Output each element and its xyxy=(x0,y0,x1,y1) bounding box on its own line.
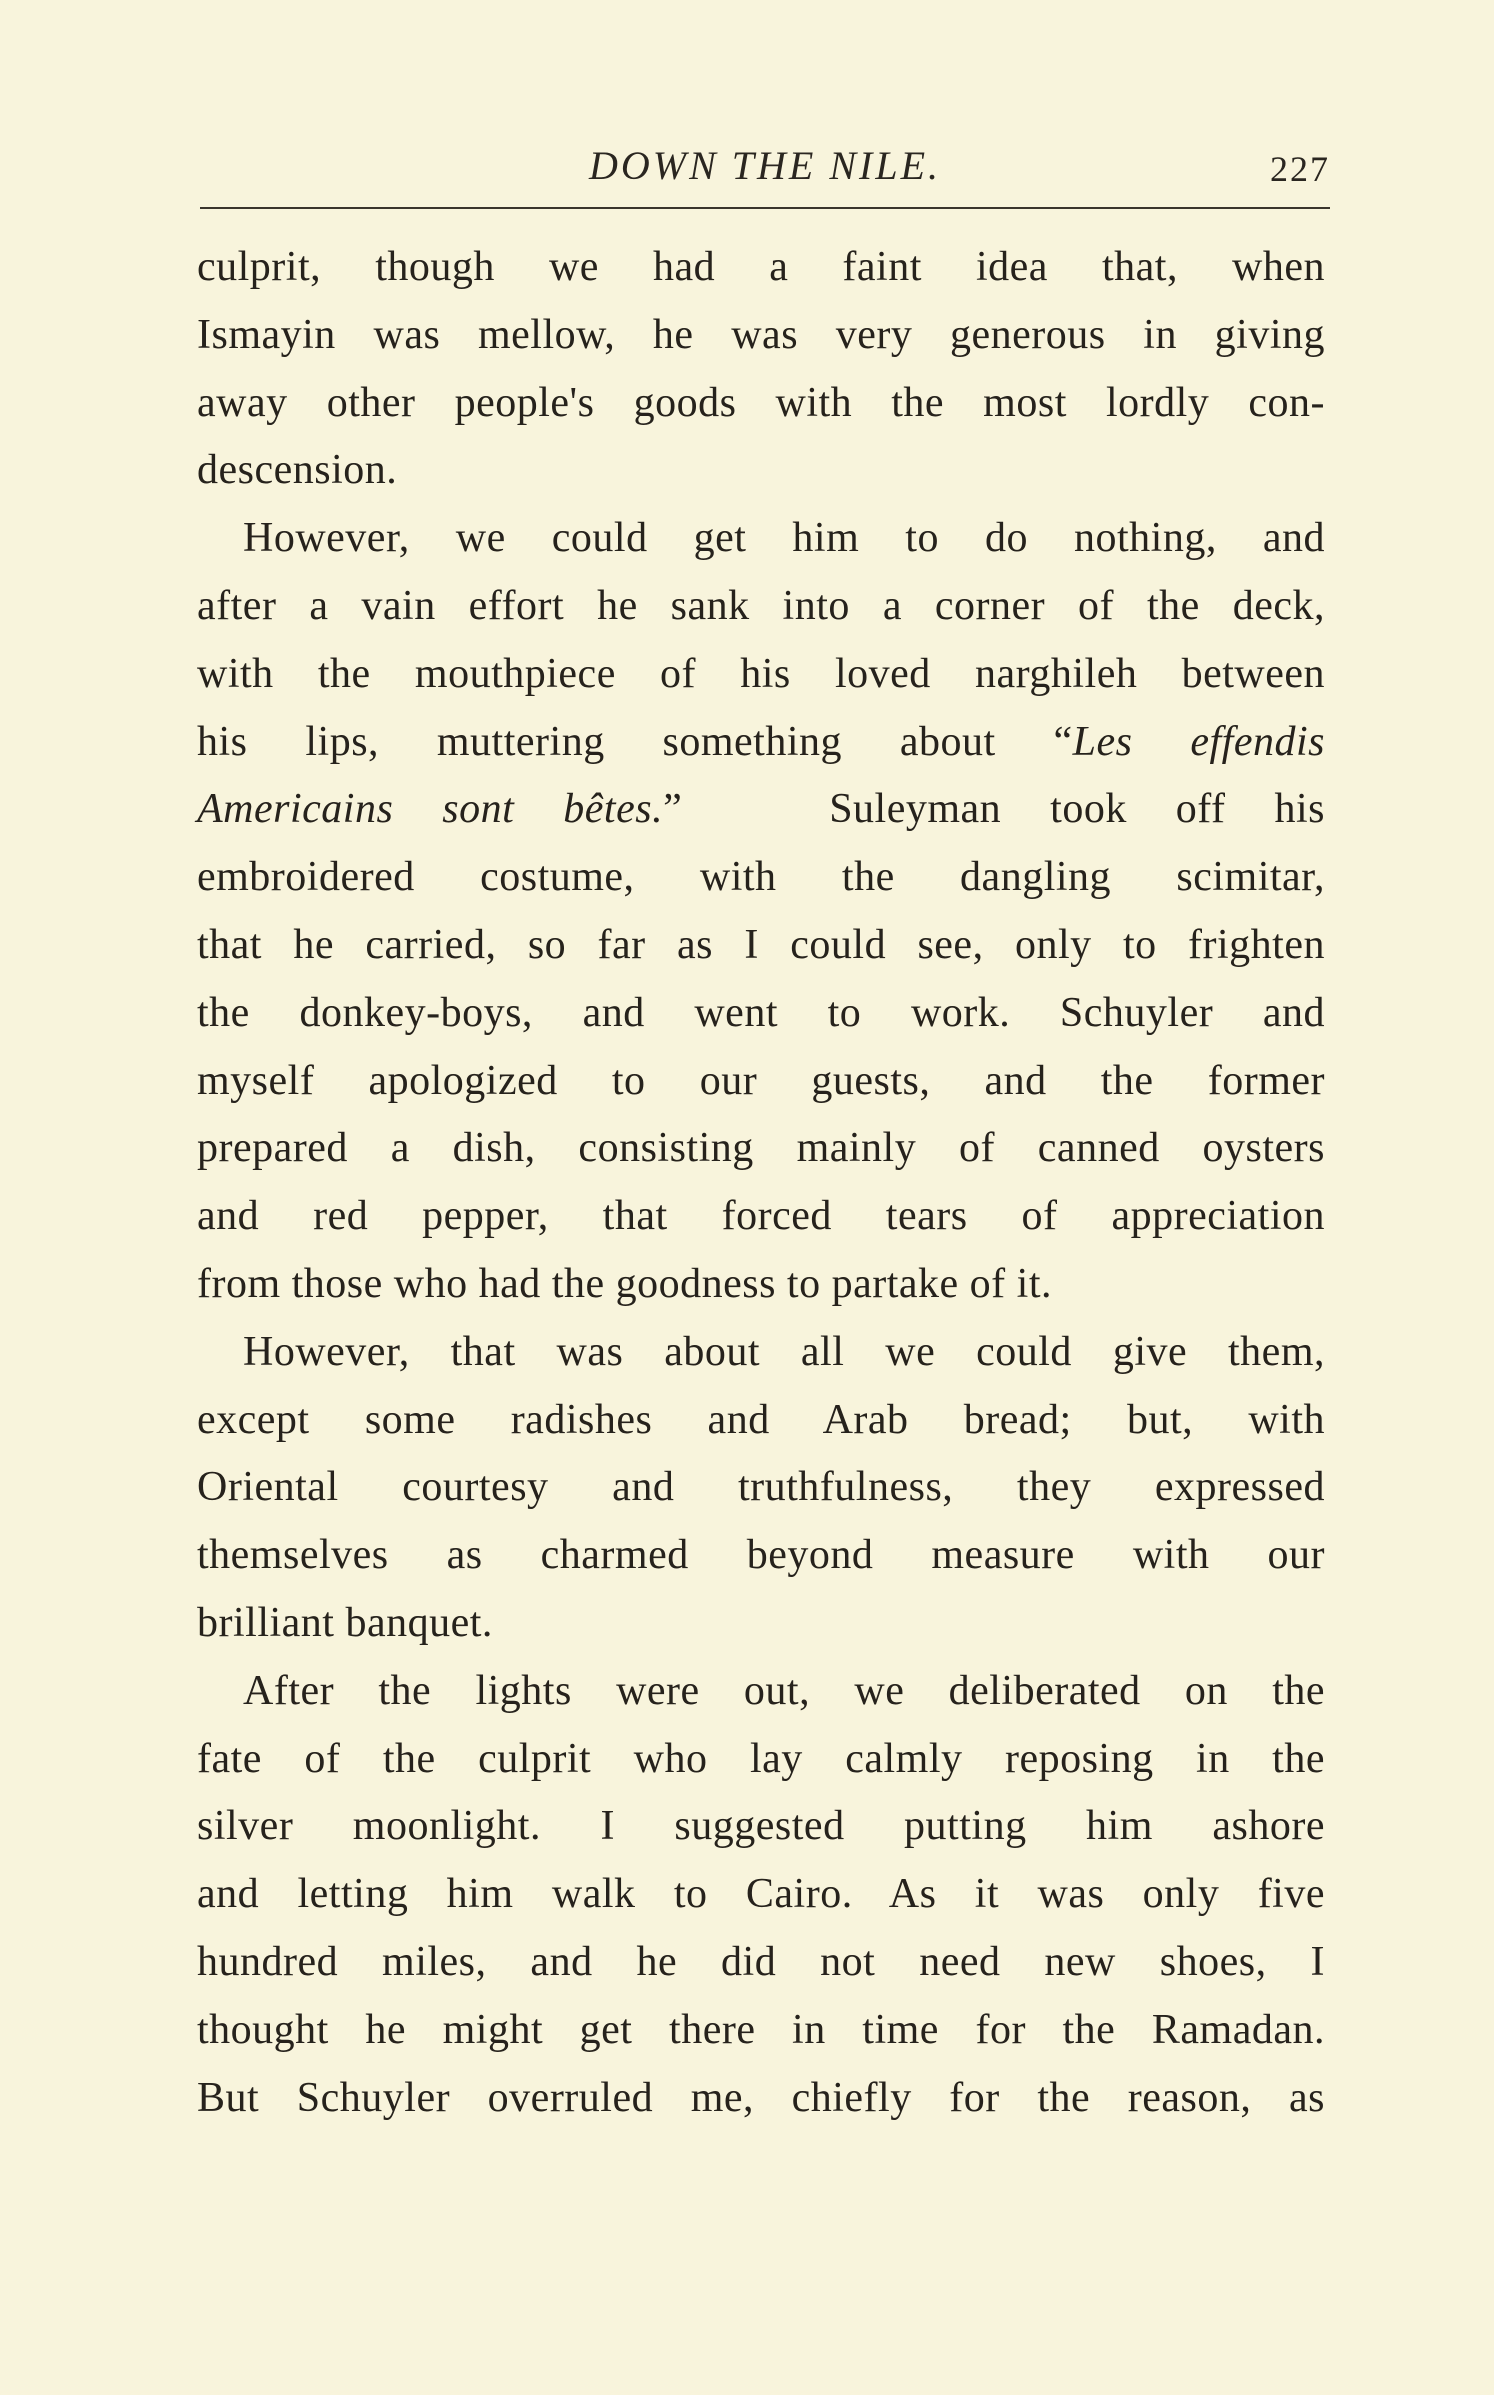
running-title: DOWN THE NILE. xyxy=(588,143,942,188)
italic-quote: Les effendis xyxy=(1072,718,1325,765)
text-line: embroidered costume, with the dangling scimitar, xyxy=(197,854,1325,901)
running-head xyxy=(200,142,1330,202)
text-line: from those who had the goodness to partake of it. xyxy=(197,1260,1052,1307)
page-number: 227 xyxy=(1270,149,1330,189)
text-line: after a vain effort he sank into a corner of the deck, xyxy=(197,582,1325,629)
italic-quote: Americains sont bêtes. xyxy=(197,786,664,833)
closing-quote-mark: ” xyxy=(663,786,683,833)
text-line: and red pepper, that forced tears of appreciation xyxy=(197,1193,1325,1240)
paragraph-2 xyxy=(197,505,1325,1319)
text-line: themselves as charmed beyond measure with our xyxy=(197,1532,1325,1579)
text-line: brilliant banquet. xyxy=(197,1599,493,1646)
text-line: myself apologized to our guests, and the former xyxy=(197,1057,1325,1104)
text-line: Ismayin was mellow, he was very generous in giving xyxy=(197,311,1325,358)
text-line: However, we could get him to do nothing, and xyxy=(243,515,1325,562)
text-line: away other people's goods with the most lordly con- xyxy=(197,379,1325,426)
text-line: hundred miles, and he did not need new shoes, I xyxy=(197,1938,1325,1985)
text-line: and letting him walk to Cairo. As it was only five xyxy=(197,1871,1325,1918)
text-line: However, that was about all we could give them, xyxy=(243,1328,1325,1375)
paragraph-3 xyxy=(197,1319,1325,1658)
text-fragment: Suleyman took off his xyxy=(829,786,1326,833)
text-line: thought he might get there in time for the Ramadan. xyxy=(197,2006,1325,2053)
text-line: the donkey-boys, and went to work. Schuyler and xyxy=(197,989,1325,1036)
text-line: silver moonlight. I suggested putting him ashore xyxy=(197,1803,1325,1850)
text-fragment: his lips, muttering something about “ xyxy=(197,718,1073,765)
text-line: except some radishes and Arab bread; but, with xyxy=(197,1396,1325,1443)
text-line: fate of the culprit who lay calmly reposing in the xyxy=(197,1735,1325,1782)
text-line: After the lights were out, we deliberated on the xyxy=(243,1667,1325,1714)
paragraph-4 xyxy=(197,1658,1325,2133)
body-text xyxy=(197,234,1325,2132)
text-line: with the mouthpiece of his loved narghileh between xyxy=(197,650,1325,697)
text-line: descension. xyxy=(197,447,398,494)
text-line-with-quote xyxy=(197,709,1325,777)
paragraph-1 xyxy=(197,234,1325,505)
text-line-with-quote xyxy=(197,776,1325,844)
header-rule xyxy=(200,207,1330,209)
text-line: prepared a dish, consisting mainly of canned oysters xyxy=(197,1125,1325,1172)
text-line: Oriental courtesy and truthfulness, they expressed xyxy=(197,1464,1325,1511)
text-line: culprit, though we had a faint idea that, when xyxy=(197,244,1325,290)
text-line: that he carried, so far as I could see, only to frighten xyxy=(197,921,1325,968)
text-line: But Schuyler overruled me, chiefly for the reason, as xyxy=(197,2074,1325,2121)
